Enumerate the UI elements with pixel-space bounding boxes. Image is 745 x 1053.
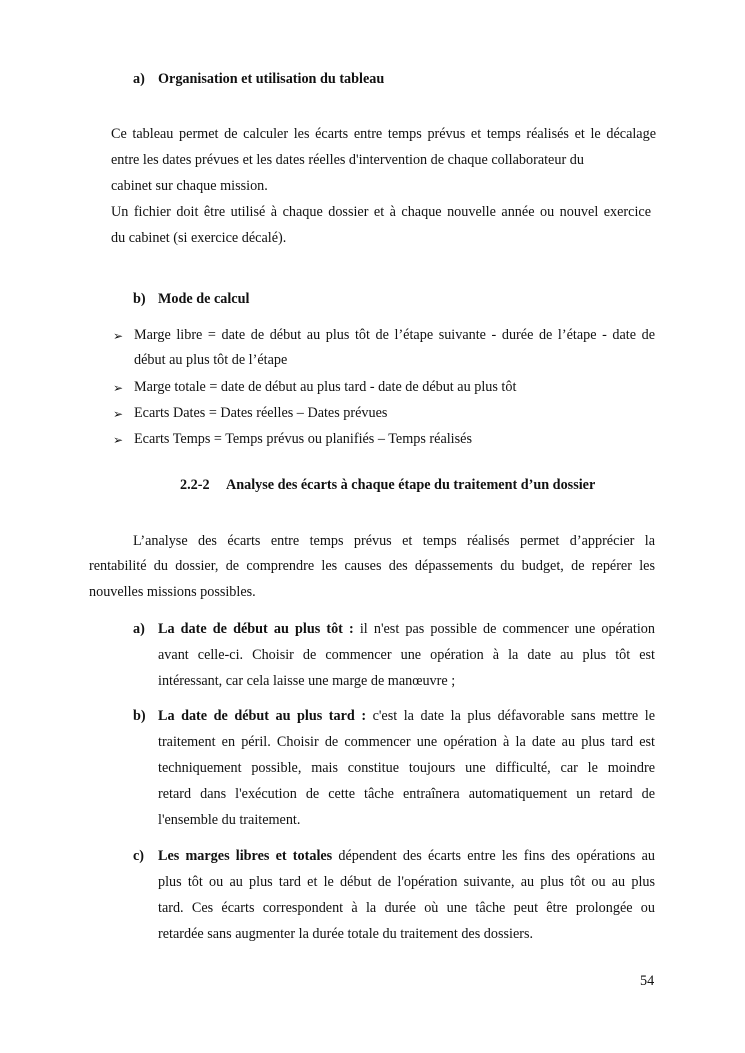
item-c-text: dépendent des écarts entre les fins des opérations au <box>332 848 655 864</box>
bullet-line: Marge libre = date de début au plus tôt de l’étape suivante - durée de l’étape - date de <box>134 327 655 343</box>
bullet-line: Marge totale = date de début au plus tard - date de début au plus tôt <box>134 379 517 395</box>
section-a-heading: Organisation et utilisation du tableau <box>158 71 385 87</box>
section-b-heading: Mode de calcul <box>158 291 250 307</box>
item-c-line: tard. Ces écarts correspondent à la durée où une tâche peut être prolongée ou <box>158 900 655 916</box>
item-b-marker: b) <box>133 708 146 724</box>
subsection-number: 2.2-2 <box>180 477 210 493</box>
intro-line: nouvelles missions possibles. <box>89 584 256 600</box>
item-c-marker: c) <box>133 848 145 864</box>
page-number: 54 <box>640 973 655 989</box>
item-c-line: retardée sans augmenter la durée totale du traitement des dossiers. <box>158 926 534 942</box>
section-a-line: Un fichier doit être utilisé à chaque dossier et à chaque nouvelle année ou nouvel exercice <box>111 204 651 220</box>
item-a-line: intéressant, car cela laisse une marge de manœuvre ; <box>158 673 456 689</box>
item-a-line: avant celle-ci. Choisir de commencer une opération à la date au plus tôt est <box>158 647 655 663</box>
item-b-line: traitement en péril. Choisir de commencer une opération à la date au plus tard est <box>158 734 655 750</box>
section-a-line: cabinet sur chaque mission. <box>111 178 268 194</box>
bullet-line: Ecarts Temps = Temps prévus ou planifiés – Temps réalisés <box>134 431 472 447</box>
intro-line: rentabilité du dossier, de comprendre les causes des dépassements du budget, de repérer les <box>89 558 655 574</box>
section-a-marker: a) <box>133 71 145 87</box>
item-b-line: l'ensemble du traitement. <box>158 812 301 828</box>
subsection-title: Analyse des écarts à chaque étape du traitement d’un dossier <box>226 477 596 493</box>
item-b-first-line <box>158 708 655 725</box>
item-a-marker: a) <box>133 621 145 637</box>
item-c-first-line <box>158 848 655 865</box>
bullet-line: Ecarts Dates = Dates réelles – Dates prévues <box>134 405 388 421</box>
arrowhead-bullet-icon: ➢ <box>113 407 124 421</box>
arrowhead-bullet-icon: ➢ <box>113 433 124 447</box>
item-c-line: plus tôt ou au plus tard et le début de l'opération suivante, au plus tôt ou au plus <box>158 874 655 890</box>
arrowhead-bullet-icon: ➢ <box>113 381 124 395</box>
item-b-term: La date de début au plus tard : <box>158 708 367 724</box>
item-b-line: retard dans l'exécution de cette tâche entraînera automatiquement un retard de <box>158 786 655 802</box>
item-a-text: il n'est pas possible de commencer une opération <box>353 621 655 637</box>
bullet-line: début au plus tôt de l’étape <box>134 352 288 368</box>
section-b-marker: b) <box>133 291 146 307</box>
intro-line: L’analyse des écarts entre temps prévus et temps réalisés permet d’apprécier la <box>133 533 655 549</box>
section-a-line: entre les dates prévues et les dates réelles d'intervention de chaque collaborateur du <box>111 152 584 168</box>
arrowhead-bullet-icon: ➢ <box>113 329 124 343</box>
item-c-term: Les marges libres et totales <box>158 848 333 864</box>
item-b-line: techniquement possible, mais constitue toujours une difficulté, car le moindre <box>158 760 655 776</box>
section-a-line: du cabinet (si exercice décalé). <box>111 230 287 246</box>
item-a-first-line <box>158 621 655 638</box>
section-a-line: Ce tableau permet de calculer les écarts entre temps prévus et temps réalisés et le décalage <box>111 126 656 142</box>
item-b-text: c'est la date la plus défavorable sans mettre le <box>366 708 655 724</box>
item-a-term: La date de début au plus tôt : <box>158 621 354 637</box>
